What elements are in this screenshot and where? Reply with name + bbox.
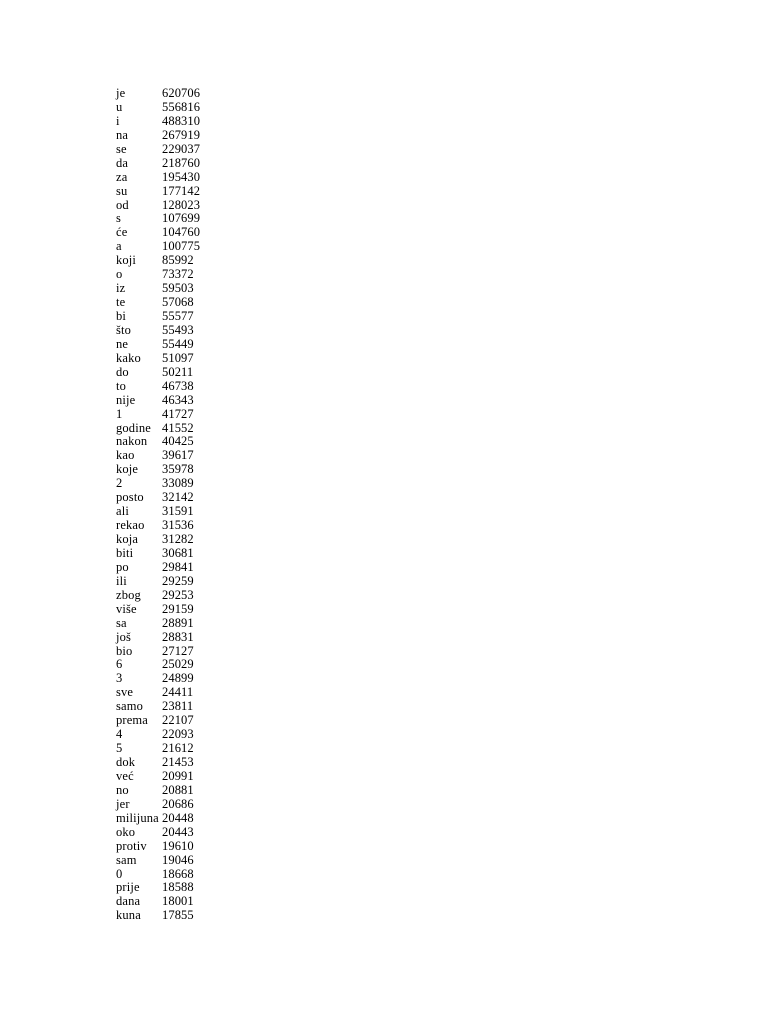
count-cell: 24899	[162, 671, 194, 686]
list-item	[116, 463, 200, 477]
list-item	[116, 603, 200, 617]
list-item	[116, 589, 200, 603]
count-cell: 32142	[162, 490, 194, 505]
count-cell: 18001	[162, 894, 194, 909]
list-item	[116, 645, 200, 659]
list-item	[116, 547, 200, 561]
count-cell: 35978	[162, 462, 194, 477]
list-item	[116, 505, 200, 519]
word-cell: što	[116, 322, 132, 337]
list-item	[116, 282, 200, 296]
count-cell: 23811	[162, 699, 194, 714]
list-item	[116, 854, 200, 868]
list-item	[116, 449, 200, 463]
word-cell: 3	[116, 671, 123, 686]
list-item	[116, 422, 200, 436]
word-cell: koje	[116, 462, 139, 477]
word-cell: 1	[116, 406, 123, 421]
word-cell: no	[116, 782, 129, 797]
count-cell: 19046	[162, 852, 194, 867]
word-cell: koji	[116, 253, 137, 268]
list-item	[116, 533, 200, 547]
count-cell: 31282	[162, 532, 194, 546]
list-item	[116, 700, 200, 714]
count-cell: 29259	[162, 573, 194, 588]
count-cell: 27127	[162, 643, 194, 658]
list-item	[116, 617, 200, 631]
list-item	[116, 798, 200, 812]
count-cell: 195430	[162, 169, 201, 184]
list-item	[116, 254, 200, 268]
list-item	[116, 296, 200, 310]
word-cell: da	[116, 155, 129, 170]
word-cell: i	[116, 113, 120, 128]
word-cell: ne	[116, 336, 129, 351]
word-cell: o	[116, 267, 123, 282]
word-cell: to	[116, 378, 127, 393]
list-item	[116, 561, 200, 575]
count-cell: 267919	[162, 127, 201, 142]
count-cell: 21453	[162, 755, 194, 769]
count-cell: 29253	[162, 587, 194, 602]
word-cell: više	[116, 601, 137, 616]
list-item	[116, 171, 200, 185]
count-cell: 22093	[162, 727, 194, 742]
count-cell: 50211	[162, 364, 194, 379]
list-item	[116, 408, 200, 422]
count-cell: 218760	[162, 155, 201, 170]
list-item	[116, 770, 200, 784]
list-item	[116, 101, 200, 115]
word-cell: 2	[116, 476, 123, 491]
list-item	[116, 909, 200, 923]
word-cell: već	[116, 768, 134, 783]
list-item	[116, 87, 200, 101]
list-item	[116, 115, 200, 129]
word-frequency-list	[116, 87, 200, 923]
word-cell: dok	[116, 755, 136, 769]
word-cell: a	[116, 239, 122, 254]
word-cell: od	[116, 197, 129, 212]
word-cell: se	[116, 141, 127, 156]
list-item	[116, 352, 200, 366]
word-cell: bi	[116, 309, 127, 323]
list-item	[116, 366, 200, 380]
word-cell: nije	[116, 392, 136, 407]
count-cell: 29841	[162, 559, 194, 574]
word-cell: za	[116, 169, 128, 184]
list-item	[116, 658, 200, 672]
list-item	[116, 826, 200, 840]
count-cell: 33089	[162, 476, 194, 491]
count-cell: 104760	[162, 225, 201, 240]
count-cell: 55449	[162, 336, 194, 351]
list-item	[116, 672, 200, 686]
word-cell: su	[116, 183, 128, 198]
list-item	[116, 575, 200, 589]
list-item	[116, 226, 200, 240]
word-cell: zbog	[116, 587, 141, 602]
word-cell: kako	[116, 350, 141, 365]
count-cell: 55493	[162, 322, 194, 337]
word-cell: prema	[116, 713, 148, 728]
word-cell: do	[116, 364, 129, 379]
word-cell: sa	[116, 615, 127, 630]
list-item	[116, 868, 200, 882]
list-item	[116, 881, 200, 895]
word-cell: protiv	[116, 838, 147, 853]
list-item	[116, 185, 200, 199]
list-item	[116, 491, 200, 505]
count-cell: 128023	[162, 197, 201, 212]
list-item	[116, 199, 200, 213]
count-cell: 100775	[162, 239, 201, 254]
count-cell: 488310	[162, 113, 201, 128]
count-cell: 18588	[162, 880, 194, 895]
count-cell: 85992	[162, 253, 194, 268]
word-cell: u	[116, 99, 123, 114]
list-item	[116, 394, 200, 408]
word-cell: milijuna	[116, 810, 159, 825]
count-cell: 30681	[162, 545, 194, 560]
list-item	[116, 143, 200, 157]
count-cell: 24411	[162, 685, 194, 700]
word-cell: sve	[116, 685, 134, 700]
word-cell: sam	[116, 852, 137, 867]
word-cell: dana	[116, 894, 141, 909]
list-item	[116, 631, 200, 645]
list-item	[116, 157, 200, 171]
word-cell: posto	[116, 490, 144, 505]
word-cell: još	[116, 629, 132, 644]
list-item	[116, 212, 200, 226]
list-item	[116, 338, 200, 352]
count-cell: 39617	[162, 448, 194, 463]
list-item	[116, 519, 200, 533]
count-cell: 57068	[162, 295, 194, 310]
list-item	[116, 895, 200, 909]
word-cell: oko	[116, 824, 136, 839]
count-cell: 22107	[162, 713, 194, 728]
word-cell: biti	[116, 545, 134, 560]
count-cell: 17855	[162, 908, 194, 923]
list-item	[116, 728, 200, 742]
word-cell: na	[116, 127, 129, 142]
count-cell: 28891	[162, 615, 194, 630]
list-item	[116, 240, 200, 254]
list-item	[116, 324, 200, 338]
list-item	[116, 756, 200, 770]
word-cell: bio	[116, 643, 133, 658]
count-cell: 59503	[162, 281, 194, 296]
count-cell: 46343	[162, 392, 194, 407]
word-cell: rekao	[116, 518, 145, 533]
word-cell: prije	[116, 880, 140, 895]
list-item	[116, 742, 200, 756]
word-cell: s	[116, 211, 122, 226]
list-item	[116, 812, 200, 826]
count-cell: 21612	[162, 741, 194, 756]
count-cell: 107699	[162, 211, 201, 226]
word-cell: nakon	[116, 434, 148, 449]
list-item	[116, 784, 200, 798]
list-item	[116, 840, 200, 854]
count-cell: 29159	[162, 601, 194, 616]
word-cell: će	[116, 225, 128, 240]
word-cell: kao	[116, 448, 135, 463]
word-cell: 0	[116, 866, 123, 881]
count-cell: 620706	[162, 86, 201, 100]
word-cell: 5	[116, 741, 123, 756]
count-cell: 31591	[162, 504, 194, 519]
word-cell: samo	[116, 699, 143, 714]
count-cell: 46738	[162, 378, 194, 393]
list-item	[116, 268, 200, 282]
word-cell: iz	[116, 281, 126, 296]
word-cell: godine	[116, 420, 151, 435]
list-item	[116, 380, 200, 394]
list-item	[116, 714, 200, 728]
count-cell: 229037	[162, 141, 201, 156]
word-cell: 6	[116, 657, 123, 672]
count-cell: 41552	[162, 420, 194, 435]
word-cell: ali	[116, 504, 129, 519]
count-cell: 25029	[162, 657, 194, 672]
count-cell: 19610	[162, 838, 194, 853]
list-item	[116, 310, 200, 324]
count-cell: 20686	[162, 796, 194, 811]
count-cell: 177142	[162, 183, 201, 198]
count-cell: 40425	[162, 434, 194, 449]
count-cell: 51097	[162, 350, 194, 365]
word-cell: koja	[116, 532, 139, 546]
count-cell: 556816	[162, 99, 201, 114]
word-cell: 4	[116, 727, 123, 742]
count-cell: 28831	[162, 629, 194, 644]
count-cell: 55577	[162, 309, 194, 323]
count-cell: 73372	[162, 267, 194, 282]
word-cell: kuna	[116, 908, 141, 923]
count-cell: 20443	[162, 824, 194, 839]
word-cell: po	[116, 559, 129, 574]
list-item	[116, 435, 200, 449]
count-cell: 20991	[162, 768, 194, 783]
list-item	[116, 129, 200, 143]
list-item	[116, 477, 200, 491]
word-cell: je	[116, 86, 126, 100]
count-cell: 31536	[162, 518, 194, 533]
count-cell: 41727	[162, 406, 194, 421]
word-cell: te	[116, 295, 126, 310]
count-cell: 20881	[162, 782, 194, 797]
word-cell: jer	[116, 796, 130, 811]
word-cell: ili	[116, 573, 127, 588]
count-cell: 18668	[162, 866, 194, 881]
list-item	[116, 686, 200, 700]
count-cell: 20448	[162, 810, 194, 825]
